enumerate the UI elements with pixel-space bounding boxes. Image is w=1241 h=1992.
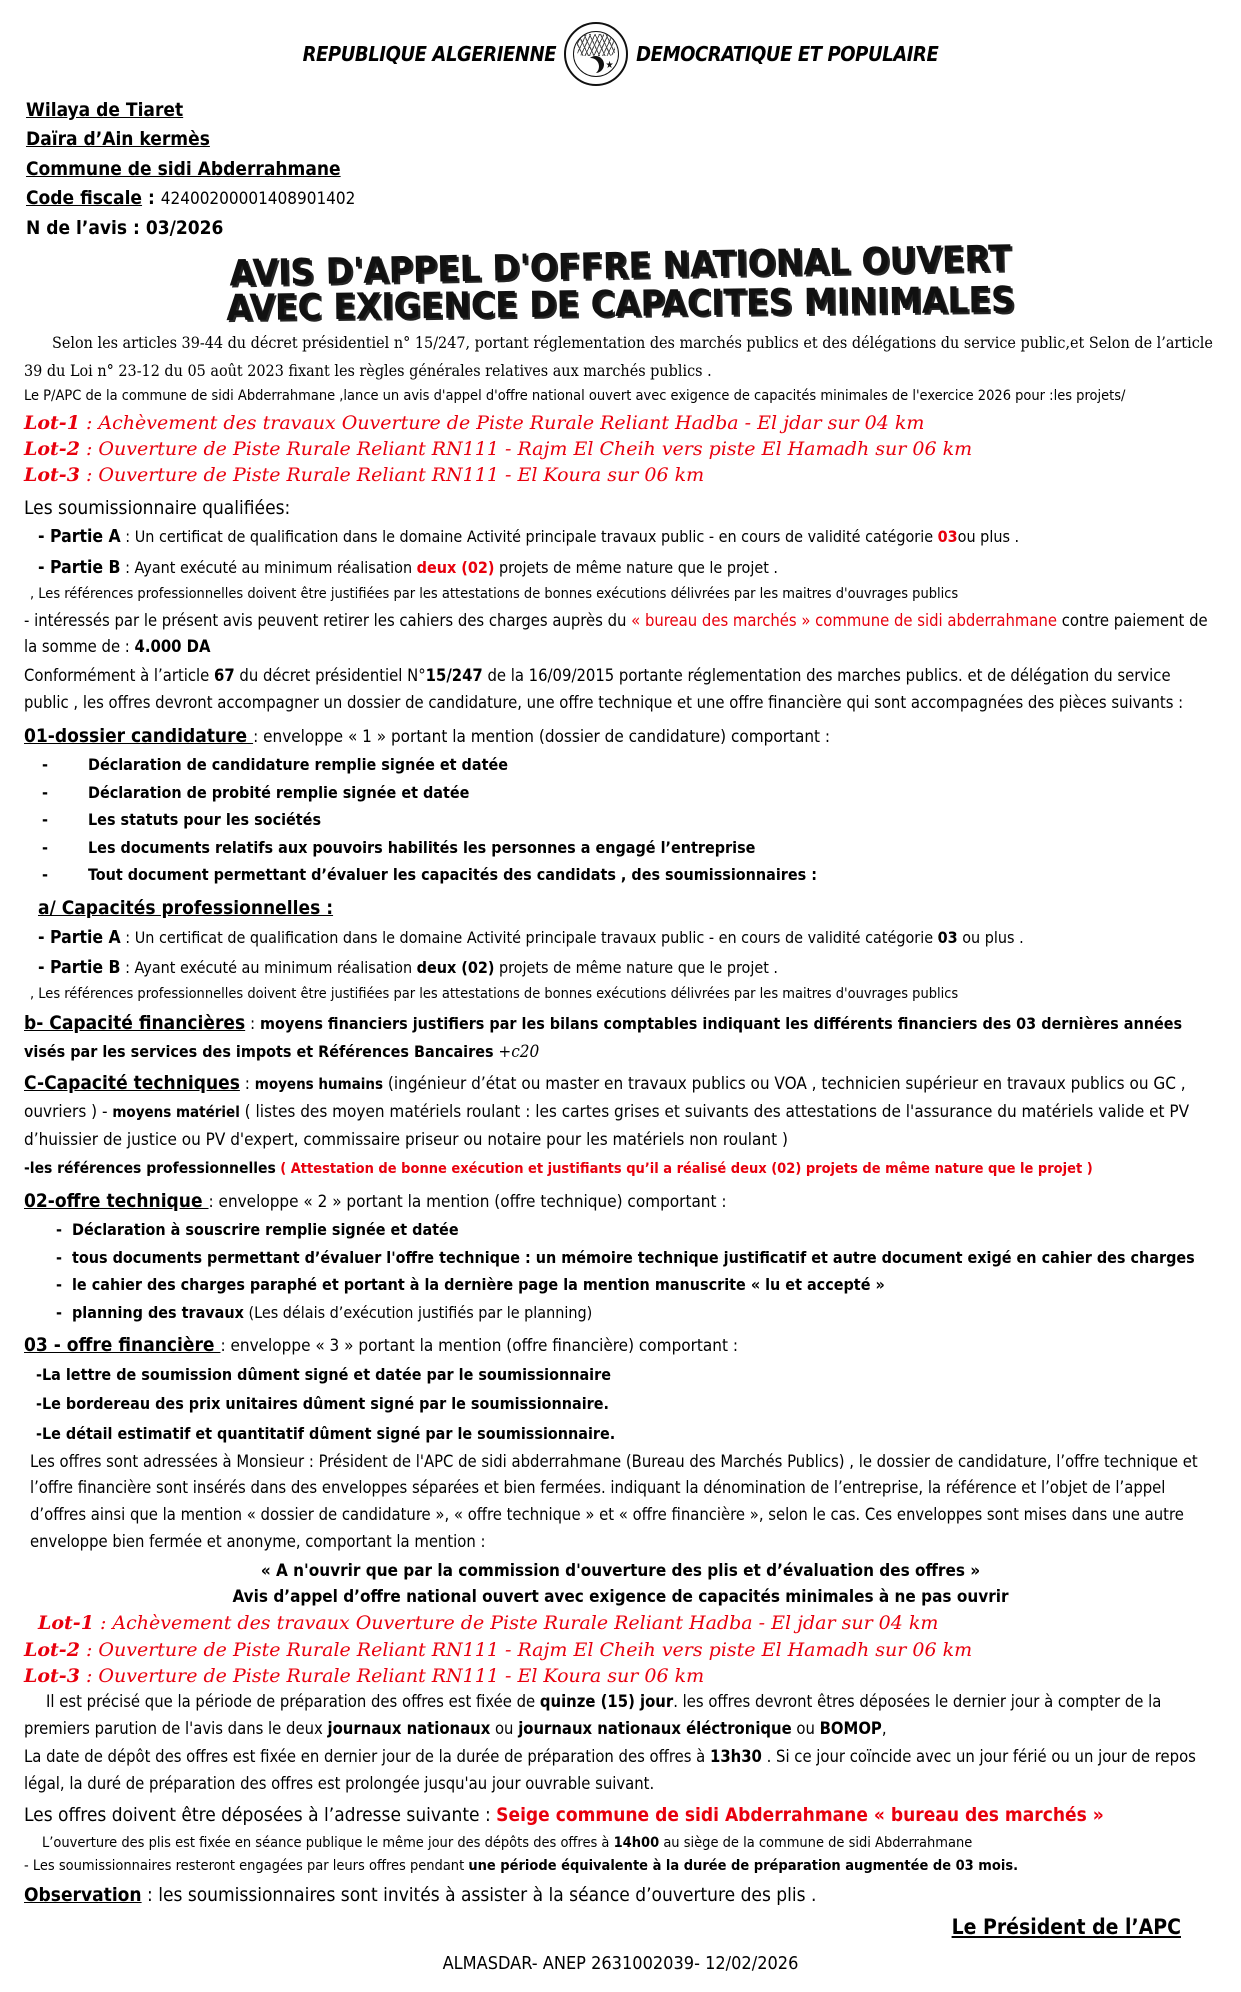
publication-channel-1: journaux nationaux	[327, 1718, 491, 1738]
partie-a-text-1: Un certificat de qualification dans le domaine Activité principale travaux public - en cours de validité catégorie	[134, 927, 938, 947]
lot-item	[24, 436, 1217, 462]
partie-b-line-1	[38, 554, 1217, 582]
offre-technique-subtitle: : enveloppe « 2 » portant la mention (offre technique) comportant :	[208, 1191, 727, 1212]
lot-text: Ouverture de Piste Rurale Reliant RN111 - El Koura sur 06 km	[98, 1664, 705, 1687]
deposit-time: 13h30	[709, 1747, 762, 1767]
capacite-techniques-bold-2: moyens matériel	[112, 1103, 240, 1121]
list-item-bold: tous documents permettant d’évaluer l'offre technique : un mémoire technique justificatif et autre document exigé en cahier des charges	[72, 1247, 1195, 1267]
envelope-mention-2: Avis d’appel d’offre national ouvert avec exigence de capacités minimales à ne pas ouvrir	[232, 1586, 1009, 1607]
section-heading-capacites-professionnelles	[38, 895, 1217, 922]
capacite-financieres-title: b- Capacité financières	[24, 1011, 246, 1034]
cahier-retrieval-office: « bureau des marchés » commune de sidi abderrahmane	[631, 610, 1057, 630]
list-item: - Les statuts pour les sociétés	[28, 806, 1217, 834]
apc-announcement-paragraph: Le P/APC de la commune de sidi Abderrahmane ,lance un avis d'appel d'offre national ouvert avec exigence de capacités minimales de l'exercice 2026 pour :les projets/	[24, 388, 1126, 405]
capacite-techniques-bold-1: moyens humains	[254, 1075, 384, 1094]
lot-label: Lot-3	[24, 1664, 80, 1687]
preparation-period-paragraph	[24, 1689, 1217, 1742]
bid-validity-period: une période équivalente à la durée de préparation augmentée de 03 mois.	[468, 1858, 1019, 1875]
bid-validity-text: - Les soumissionnaires resteront engagées par leurs offres pendant	[24, 1858, 469, 1875]
opening-session-paragraph	[24, 1833, 1217, 1855]
document-footer: ALMASDAR- ANEP 2631002039- 12/02/2026	[442, 1952, 799, 1974]
lot-sep: :	[79, 464, 99, 487]
partie-b-text-1: Ayant exécuté au minimum réalisation	[134, 957, 417, 977]
bid-validity-paragraph	[24, 1856, 1217, 1878]
lot-item	[24, 1637, 1217, 1663]
lots-list-top	[24, 410, 1217, 489]
capacite-techniques-title: C-Capacité techniques	[24, 1072, 240, 1095]
conformity-paragraph	[24, 663, 1217, 716]
admin-line-wilaya	[26, 96, 1241, 125]
admin-line-avis-number	[26, 214, 1241, 243]
observation-label: Observation	[24, 1884, 142, 1907]
offre-technique-items	[28, 1216, 1217, 1326]
technical-references-label: -les références professionnelles	[24, 1159, 276, 1178]
partie-b-emphasis: deux (02)	[416, 557, 495, 577]
lot-sep: :	[79, 411, 99, 434]
opening-text-1: L’ouverture des plis est fixée en séance publique le même jour des dépôts des offres à	[42, 1834, 614, 1851]
partie-b-line-2	[38, 954, 1217, 982]
conformity-text-3: de la 16/09/2015 portante réglementation des marches publics. et de délégation du service public , les offres devront accompagner un dossier de candidature, une offre technique et une offre financière qui sont accompagnées des pièces suivants :	[24, 666, 1184, 712]
conformity-decree: 15/247	[425, 666, 483, 686]
partie-a-category: 03	[937, 527, 958, 547]
partie-a-category: 03	[937, 927, 958, 947]
admin-value-code-fiscale: 42400200001408901402	[160, 189, 356, 210]
admin-value-avis-number: 03/2026	[145, 216, 224, 239]
legal-basis-paragraph: Selon les articles 39-44 du décret présidentiel n° 15/247, portant réglementation des marchés publics et des délégations du service public,et Selon de l’article 39 du Loi n° 23-12 du 05 août 2023 fixant les règles générales relatives aux marchés publics .	[24, 333, 1213, 380]
offre-technique-title: 02-offre technique	[24, 1189, 209, 1212]
partie-b-sep: :	[120, 557, 135, 577]
offre-financiere-item: -La lettre de soumission dûment signé et datée par le soumissionnaire	[36, 1365, 611, 1385]
admin-label-wilaya: Wilaya de Tiaret	[26, 99, 184, 121]
lot-item	[24, 1663, 1217, 1689]
capacite-techniques-text-1: (ingénieur d’état ou master en travaux publics ou VOA , technicien supérieur en travaux publics ou GC , ouvriers ) -	[24, 1074, 1186, 1122]
admin-line-commune	[26, 155, 1241, 184]
deposit-text-2: . Si ce jour coïncide avec un jour férié ou un jour de repos légal, la duré de préparation des offres est prolongée jusqu'au jour ouvrable suivant.	[24, 1747, 1196, 1794]
deposit-address-paragraph	[24, 1800, 1217, 1831]
conformity-article: 67	[214, 666, 235, 686]
partie-b-text-1: Ayant exécuté au minimum réalisation	[134, 557, 417, 577]
lot-text: Ouverture de Piste Rurale Reliant RN111 - Rajm El Cheih vers piste El Hamadh sur 06 km	[98, 438, 973, 461]
admin-label-code-fiscale: Code fiscale	[26, 187, 143, 210]
lots-list-bottom	[24, 1610, 1217, 1689]
deposit-text-1: La date de dépôt des offres est fixée en dernier jour de la durée de préparation des offres à	[24, 1747, 710, 1767]
technical-references-note: ( Attestation de bonne exécution et justifiants qu’il a réalisé deux (02) projets de même nature que le projet )	[280, 1161, 1093, 1178]
admin-line-code-fiscale	[26, 184, 1241, 213]
section-capacite-financieres	[24, 1008, 1217, 1066]
qualified-bidders-heading: Les soumissionnaire qualifiées:	[24, 496, 291, 519]
partie-a-line-2	[38, 924, 1217, 952]
list-item-bold: le cahier des charges paraphé et portant à la dernière page la mention manuscrite « lu et accepté »	[72, 1275, 885, 1295]
preparation-text-1: Il est précisé que la période de préparation des offres est fixée de	[46, 1691, 540, 1711]
list-item-rest: (Les délais d’exécution justifiés par le planning)	[243, 1302, 593, 1322]
lot-sep: :	[93, 1612, 113, 1635]
publication-channel-3: BOMOP	[819, 1718, 882, 1738]
capacite-techniques-sep: :	[239, 1074, 255, 1095]
lot-sep: :	[79, 1638, 99, 1661]
lot-item	[24, 410, 1217, 436]
capacite-financieres-text: moyens financiers justifiers par les bilans comptables indiquant les différents financiers des 03 dernières années visés par les services des impots et Références Bancaires	[24, 1013, 1183, 1061]
list-item	[28, 1244, 1217, 1272]
admin-label-avis-number: N de l’avis	[26, 216, 128, 239]
lot-label: Lot-1	[38, 1612, 94, 1635]
lot-text: Achèvement des travaux Ouverture de Piste Rurale Reliant Hadba - El jdar sur 04 km	[98, 411, 925, 434]
offre-financiere-item: -Le bordereau des prix unitaires dûment signé par le soumissionnaire.	[36, 1394, 609, 1414]
admin-label-daira: Daïra d’Ain kermès	[26, 128, 210, 151]
partie-a-sep: :	[120, 927, 135, 947]
preparation-text-4: ou	[791, 1718, 820, 1738]
list-item	[28, 1271, 1217, 1299]
admin-label-commune: Commune de sidi Abderrahmane	[26, 157, 341, 180]
lot-item	[24, 462, 1217, 488]
document-body	[24, 329, 1217, 1939]
lot-sep: :	[79, 1664, 99, 1687]
lot-label: Lot-2	[24, 1638, 80, 1661]
preparation-duration: quinze (15) jour	[539, 1691, 674, 1711]
partie-b-text-2: projets de même nature que le projet .	[494, 957, 778, 977]
publication-channel-2: journaux nationaux éléctronique	[518, 1718, 792, 1738]
list-item: - Les documents relatifs aux pouvoirs habilités les personnes a engagé l’entreprise	[28, 834, 1217, 862]
cahier-retrieval-text-2: contre paiement de la somme de :	[24, 610, 1208, 657]
admin-line-daira	[26, 125, 1241, 154]
dossier-candidature-subtitle: : enveloppe « 1 » portant la mention (dossier de candidature) comportant :	[253, 726, 831, 747]
list-item: - Tout document permettant d’évaluer les capacités des candidats , des soumissionnaires :	[28, 861, 1217, 889]
cahier-retrieval-text-1: - intéressés par le présent avis peuvent retirer les cahiers des charges auprès du	[24, 610, 632, 630]
notice-title-line-2: AVEC EXIGENCE DE CAPACITES MINIMALES	[226, 280, 1015, 330]
dossier-candidature-title: 01-dossier candidature	[24, 724, 254, 747]
partie-a-text-2: ou plus .	[957, 527, 1020, 547]
section-heading-offre-financiere	[24, 1332, 1217, 1359]
partie-b-emphasis: deux (02)	[416, 957, 495, 977]
lot-sep: :	[79, 438, 99, 461]
partie-a-line-1	[38, 523, 1217, 551]
partie-a-text-1: Un certificat de qualification dans le domaine Activité principale travaux public - en cours de validité catégorie	[134, 527, 938, 547]
list-item-bold: planning des travaux	[72, 1302, 244, 1322]
partie-b-text-2: projets de même nature que le projet .	[494, 557, 778, 577]
lot-text: Ouverture de Piste Rurale Reliant RN111 - Rajm El Cheih vers piste El Hamadh sur 06 km	[98, 1638, 973, 1661]
dossier-candidature-items	[28, 751, 1217, 889]
partie-b-label: - Partie B	[38, 957, 121, 978]
submission-address-paragraph: Les offres sont adressées à Monsieur : Président de l'APC de sidi abderrahmane (Bureau des Marchés Publics) , le dossier de candidature, l’offre technique et l’offre financière sont insérés dans des enveloppes séparées et bien fermées. indiquant la dénomination de l’entreprise, la référence et l’objet de l’appel d’offres ainsi que la mention « dossier de candidature », « offre technique » et « offre financière », selon le cas. Ces enveloppes sont mises dans une autre enveloppe bien fermée et anonyme, comportant la mention :	[30, 1451, 1198, 1551]
partie-b-sep: :	[120, 957, 135, 977]
lot-label: Lot-1	[24, 411, 80, 434]
list-item	[28, 1216, 1217, 1244]
deposit-deadline-paragraph	[24, 1744, 1217, 1797]
cahier-retrieval-amount: 4.000 DA	[134, 637, 211, 657]
admin-sep-code-fiscale: :	[142, 187, 161, 210]
republic-header	[0, 0, 1241, 86]
deposit-address-text: Les offres doivent être déposées à l’adresse suivante :	[24, 1803, 497, 1826]
capacite-financieres-sep: :	[245, 1013, 261, 1034]
partie-a-label: - Partie A	[38, 527, 121, 548]
envelope-mention-1: « A n'ouvrir que par la commission d'ouverture des plis et d’évaluation des offres »	[260, 1560, 981, 1581]
list-item-bold: Déclaration à souscrire remplie signée et datée	[72, 1220, 459, 1240]
list-item: - Déclaration de probité remplie signée et datée	[28, 779, 1217, 807]
cahier-retrieval-paragraph	[24, 608, 1217, 661]
section-heading-dossier-candidature	[24, 723, 1217, 750]
section-capacite-techniques	[24, 1068, 1217, 1154]
administrative-identity-block	[26, 96, 1241, 243]
algeria-national-emblem-icon: ★	[564, 22, 628, 86]
lot-item	[38, 1610, 1217, 1636]
preparation-text-5: ,	[881, 1718, 887, 1738]
lot-label: Lot-2	[24, 438, 80, 461]
lot-text: Achèvement des travaux Ouverture de Piste Rurale Reliant Hadba - El jdar sur 04 km	[112, 1612, 939, 1635]
notice-title	[0, 238, 1241, 330]
offre-financiere-title: 03 - offre financière	[24, 1334, 221, 1357]
capacites-professionnelles-title: a/ Capacités professionnelles :	[38, 896, 334, 919]
lot-text: Ouverture de Piste Rurale Reliant RN111 - El Koura sur 06 km	[98, 464, 705, 487]
professional-references-note-1: , Les références professionnelles doivent être justifiées par les attestations de bonnes exécutions délivrées par les maitres d'ouvrages publics	[30, 585, 959, 602]
preparation-text-3: ou	[490, 1718, 519, 1738]
partie-a-text-2: ou plus .	[957, 927, 1024, 947]
partie-b-label: - Partie B	[38, 557, 121, 578]
section-heading-offre-technique	[24, 1188, 1217, 1215]
list-item	[28, 1299, 1217, 1327]
notice-title-line-1: AVIS D'APPEL D'OFFRE NATIONAL OUVERT	[229, 238, 1012, 295]
observation-paragraph	[24, 1880, 1217, 1911]
conformity-text-1: Conformément à l’article	[24, 666, 215, 686]
preparation-text-2: . les offres devront êtres déposées le dernier jour à compter de la premiers parution de l'avis dans le deux	[24, 1691, 1162, 1738]
conformity-text-2: du décret présidentiel N°	[234, 666, 426, 686]
republic-title-left: REPUBLIQUE ALGERIENNE	[302, 42, 557, 66]
observation-text: : les soumissionnaires sont invités à assister à la séance d’ouverture des plis .	[141, 1884, 817, 1907]
republic-title-right: DEMOCRATIQUE ET POPULAIRE	[636, 42, 939, 66]
opening-text-2: au siège de la commune de sidi Abderrahmane	[659, 1834, 973, 1851]
offre-financiere-subtitle: : enveloppe « 3 » portant la mention (offre financière) comportant :	[220, 1336, 738, 1357]
opening-time: 14h00	[613, 1834, 660, 1851]
professional-references-note-2: , Les références professionnelles doivent être justifiées par les attestations de bonnes exécutions délivrées par les maitres d'ouvrages publics	[30, 986, 959, 1003]
deposit-address-value: Seige commune de sidi Abderrahmane « bureau des marchés »	[496, 1803, 1104, 1826]
admin-sep-avis-number: :	[127, 216, 146, 239]
capacite-financieres-annotation: +c20	[498, 1041, 540, 1062]
partie-a-sep: :	[120, 527, 135, 547]
offre-financiere-item: -Le détail estimatif et quantitatif dûment signé par le soumissionnaire.	[36, 1423, 616, 1443]
signature-block: Le Président de l’APC	[951, 1914, 1181, 1939]
list-item: - Déclaration de candidature remplie signée et datée	[28, 751, 1217, 779]
technical-references-line	[24, 1156, 1217, 1181]
capacite-techniques-text-2: ( listes des moyen matériels roulant : les cartes grises et suivants des attestations de l'assurance du matériels valide et PV d’huissier de justice ou PV d'expert, commissaire priseur ou notaire pour les matériels non roulant )	[24, 1102, 1190, 1150]
partie-a-label: - Partie A	[38, 927, 121, 948]
lot-label: Lot-3	[24, 464, 80, 487]
